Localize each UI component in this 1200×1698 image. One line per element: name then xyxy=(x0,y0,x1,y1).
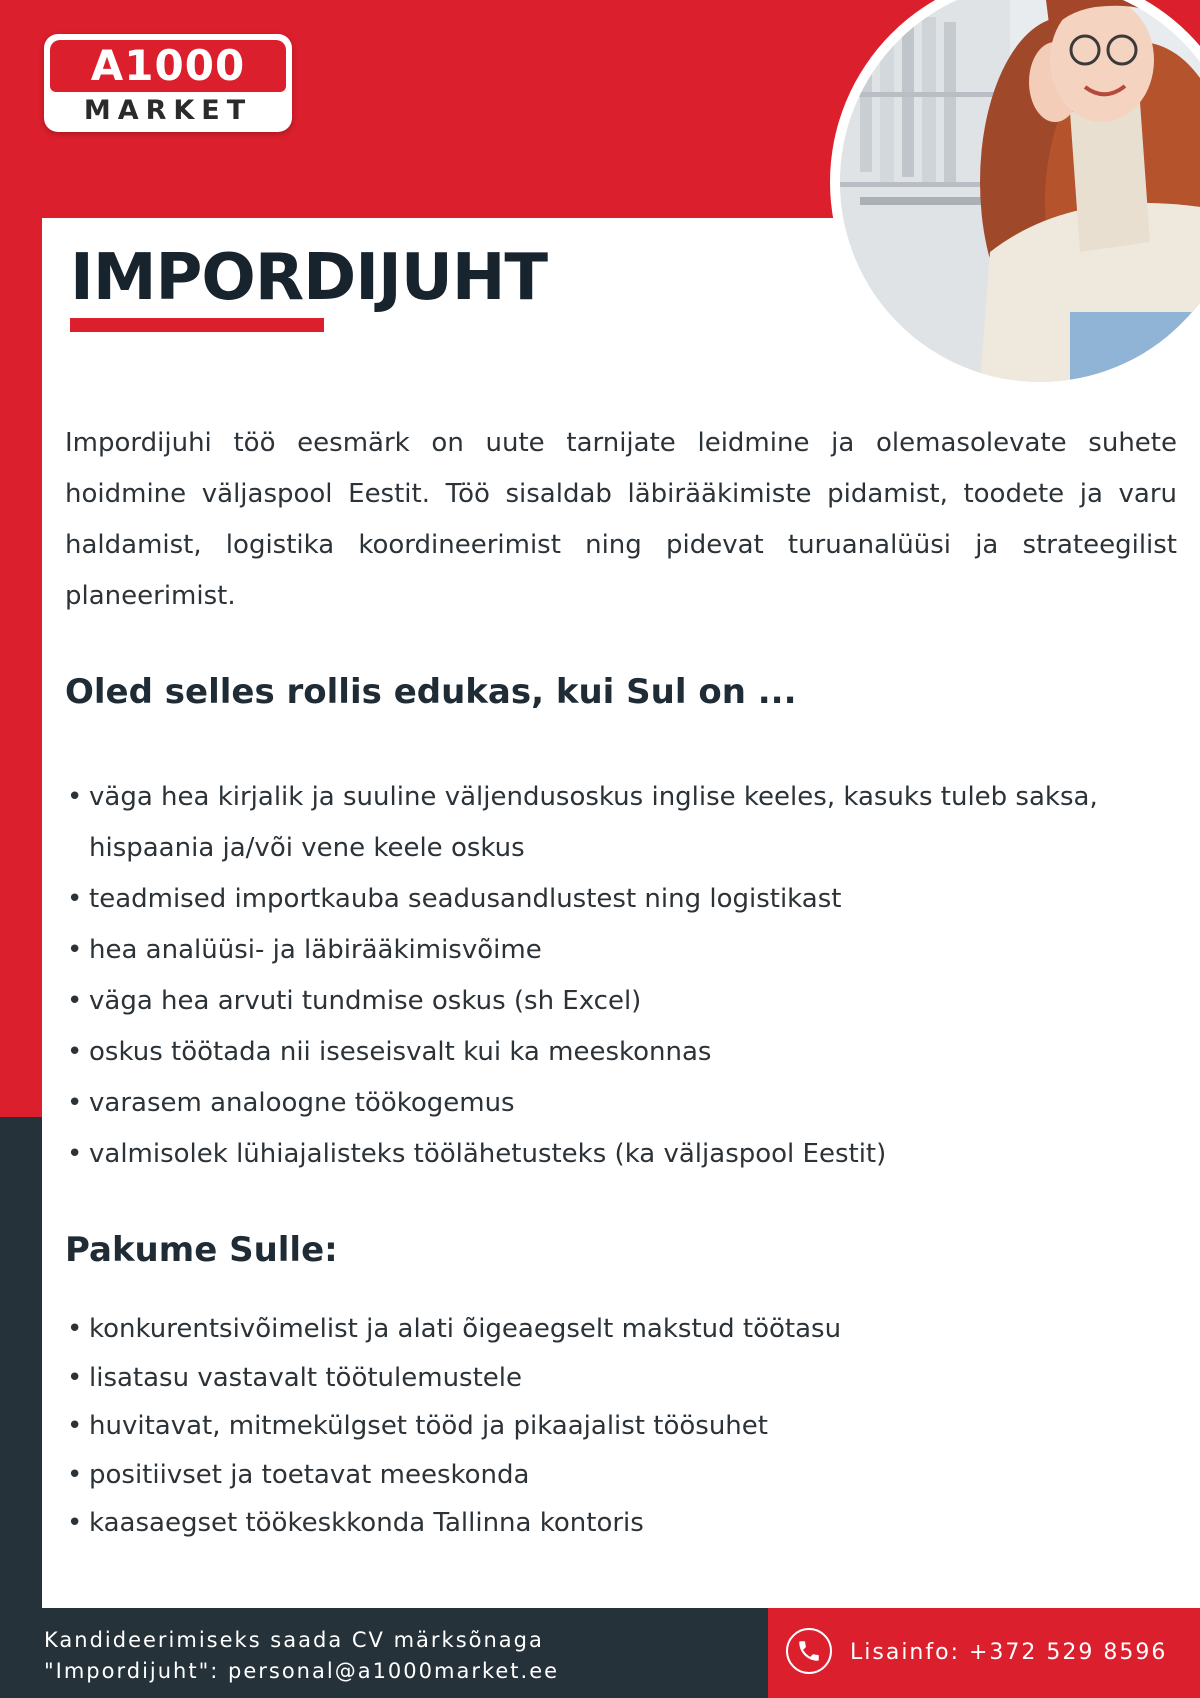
company-logo xyxy=(44,34,292,132)
offer-heading: Pakume Sulle: xyxy=(65,1230,338,1270)
list-item: • teadmised importkauba seadusandlustest ning logistikast xyxy=(65,874,1185,925)
job-description: Impordijuhi töö eesmärk on uute tarnijate leidmine ja olemasolevate suhete hoidmine väljaspool Eestit. Töö sisaldab läbirääkimiste pidamist, toodete ja varu haldamist, logistika koordineerimist ning pidevat turuanalüüsi ja strateegilist planeerimist. xyxy=(65,428,1177,611)
phone-icon xyxy=(786,1628,832,1674)
logo-wordmark-top: A1000 xyxy=(90,41,246,90)
job-title: IMPORDIJUHT xyxy=(70,241,548,315)
list-item: • kaasaegset töökeskkonda Tallinna kontoris xyxy=(65,1499,1185,1548)
photo-illustration xyxy=(840,0,1200,382)
apply-instructions xyxy=(44,1625,559,1687)
list-item: • varasem analoogne töökogemus xyxy=(65,1078,1185,1129)
list-item: • positiivset ja toetavat meeskonda xyxy=(65,1451,1185,1500)
list-item: • valmisolek lühiajalisteks töölähetusteks (ka väljaspool Eestit) xyxy=(65,1129,1185,1180)
contact-phone[interactable]: Lisainfo: +372 529 8596 xyxy=(850,1640,1168,1665)
offer-list xyxy=(65,1305,1185,1548)
list-item: • hea analüüsi- ja läbirääkimisvõime xyxy=(65,925,1185,976)
list-item: • oskus töötada nii iseseisvalt kui ka meeskonnas xyxy=(65,1027,1185,1078)
list-item: • konkurentsivõimelist ja alati õigeaegselt makstud töötasu xyxy=(65,1305,1185,1354)
apply-email-line[interactable]: "Impordijuht": personal@a1000market.ee xyxy=(44,1659,560,1683)
list-item: • väga hea arvuti tundmise oskus (sh Excel) xyxy=(65,976,1185,1027)
logo-wordmark-bottom: MARKET xyxy=(83,95,253,126)
left-accent-bar xyxy=(0,0,42,1117)
title-underline xyxy=(70,318,324,332)
requirements-list xyxy=(65,772,1185,1180)
employee-photo xyxy=(840,0,1200,382)
list-item: • väga hea kirjalik ja suuline väljendusoskus inglise keeles, kasuks tuleb saksa, hispaania ja/või vene keele oskus xyxy=(65,772,1185,874)
list-item: • huvitavat, mitmekülgset tööd ja pikaajalist töösuhet xyxy=(65,1402,1185,1451)
apply-line-1: Kandideerimiseks saada CV märksõnaga xyxy=(44,1628,544,1652)
requirements-heading: Oled selles rollis edukas, kui Sul on ... xyxy=(65,672,797,712)
list-item: • lisatasu vastavalt töötulemustele xyxy=(65,1354,1185,1403)
